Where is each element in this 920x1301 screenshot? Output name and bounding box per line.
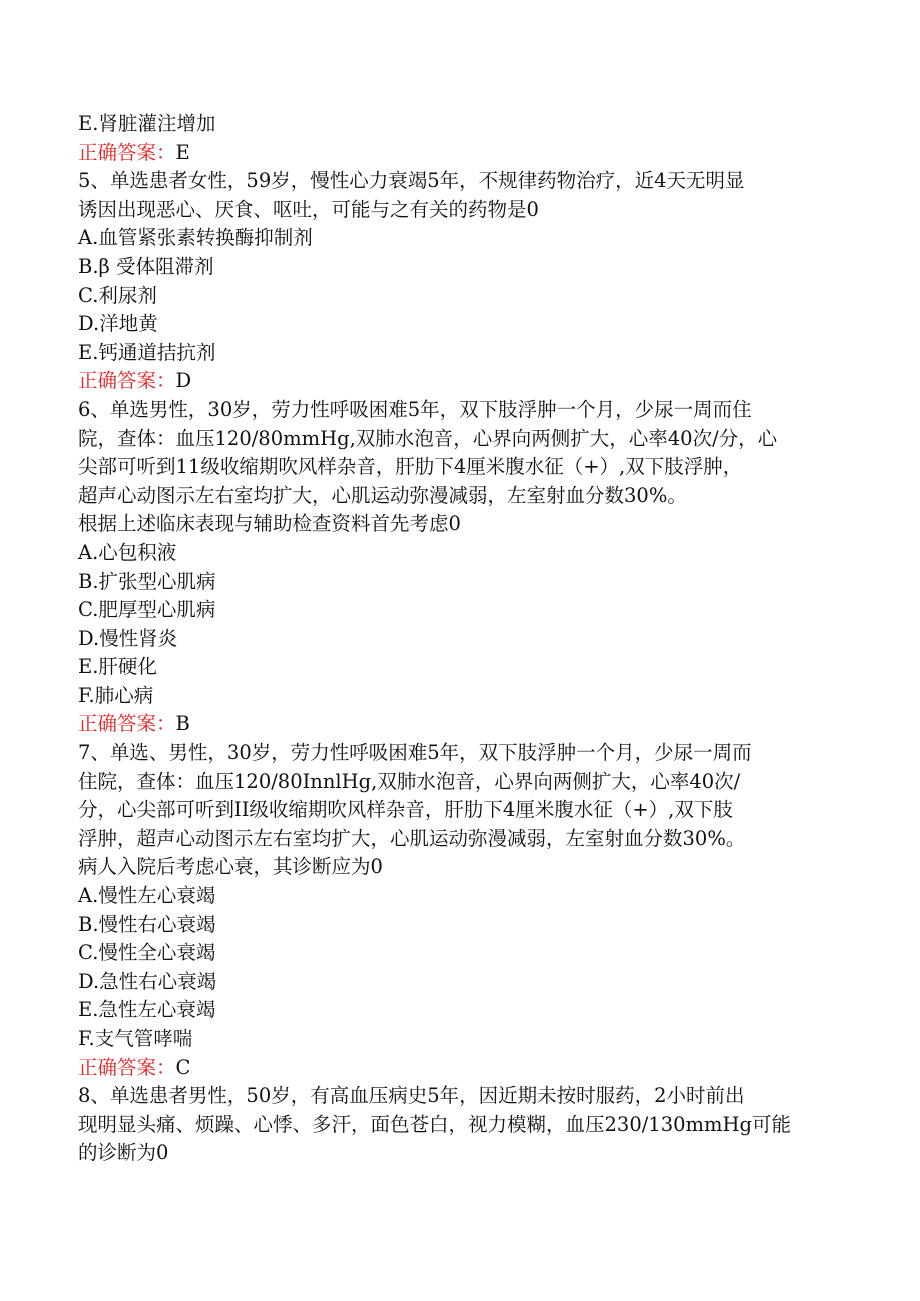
answer-label: 正确答案： [78, 712, 176, 736]
question-stem-line: 病人入院后考虑心衰，其诊断应为0 [78, 855, 383, 879]
question-stem-line: 现明显头痛、烦躁、心悸、多汗，面色苍白，视力模糊，血压230/130mmHg可能 [78, 1112, 791, 1136]
option-e: E.肾脏灌注增加 [78, 112, 216, 135]
answer-value: B [175, 712, 190, 736]
correct-answer [78, 710, 838, 739]
option-a: A.慢性左心衰竭 [78, 884, 216, 908]
question-stem-line: 超声心动图示左右室均扩大，心肌运动弥漫减弱，左室射血分数30%。 [78, 483, 687, 507]
correct-answer [78, 139, 838, 168]
option-a: A.血管紧张素转换酶抑制剂 [78, 226, 313, 250]
question-stem-line: 尖部可听到11级收缩期吹风样杂音，肝肋下4厘米腹水征（+）,双下肢浮肿， [78, 455, 743, 479]
answer-value: E [175, 140, 190, 164]
answer-label: 正确答案： [78, 369, 176, 393]
option-f: F.支气管哮喘 [78, 1027, 193, 1050]
question-stem-line: 院，查体：血压120/80mmHg,双肺水泡音，心界向两侧扩大，心率40次/分，心 [78, 426, 778, 450]
question-stem-line: 诱因出现恶心、厌食、呕吐，可能与之有关的药物是0 [78, 197, 539, 221]
option-e: E.肝硬化 [78, 655, 157, 679]
question-stem-line: 浮肿，超声心动图示左右室均扩大，心肌运动弥漫减弱，左室射血分数30%。 [78, 826, 746, 850]
question-4 [78, 110, 838, 167]
question-8 [78, 1082, 838, 1168]
question-stem-line: 7、单选、男性，30岁，劳力性呼吸困难5年，双下肢浮肿一个月，少尿一周而 [78, 741, 752, 765]
question-stem-line: 的诊断为0 [78, 1141, 169, 1165]
option-c: C.肥厚型心肌病 [78, 598, 216, 622]
option-f: F.肺心病 [78, 683, 154, 707]
option-c: C.慢性全心衰竭 [78, 941, 216, 965]
option-b: B.扩张型心肌病 [78, 569, 216, 593]
option-b: B.慢性右心衰竭 [78, 912, 216, 936]
correct-answer [78, 367, 838, 396]
question-content [78, 110, 838, 1168]
question-stem-line: 5、单选患者女性，59岁，慢性心力衰竭5年，不规律药物治疗，近4天无明显 [78, 169, 745, 193]
option-e: E.急性左心衰竭 [78, 998, 216, 1022]
question-stem-line: 住院，查体：血压120/80InnlHg,双肺水泡音，心界向两侧扩大，心率40次/ [78, 769, 741, 793]
answer-value: C [175, 1055, 191, 1079]
question-6 [78, 396, 838, 739]
question-stem-line: 6、单选男性，30岁，劳力性呼吸困难5年，双下肢浮肿一个月，少尿一周而住 [78, 397, 752, 421]
question-stem-line: 根据上述临床表现与辅助检查资料首先考虑0 [78, 512, 461, 536]
question-stem-line: 8、单选患者男性，50岁，有高血压病史5年，因近期未按时服药，2小时前出 [78, 1084, 745, 1108]
option-b: B.β 受体阻滞剂 [78, 254, 214, 278]
question-stem-line: 分，心尖部可听到II级收缩期吹风样杂音，肝肋下4厘米腹水征（+）,双下肢 [78, 798, 733, 822]
answer-value: D [175, 369, 192, 393]
option-c: C.利尿剂 [78, 283, 157, 307]
answer-label: 正确答案： [78, 1055, 176, 1079]
option-d: D.急性右心衰竭 [78, 969, 217, 993]
option-e: E.钙通道拮抗剂 [78, 340, 216, 364]
correct-answer [78, 1054, 838, 1083]
option-d: D.慢性肾炎 [78, 626, 178, 650]
question-7 [78, 739, 838, 1082]
option-a: A.心包积液 [78, 540, 177, 564]
answer-label: 正确答案： [78, 140, 176, 164]
option-d: D.洋地黄 [78, 312, 158, 336]
question-5 [78, 167, 838, 396]
